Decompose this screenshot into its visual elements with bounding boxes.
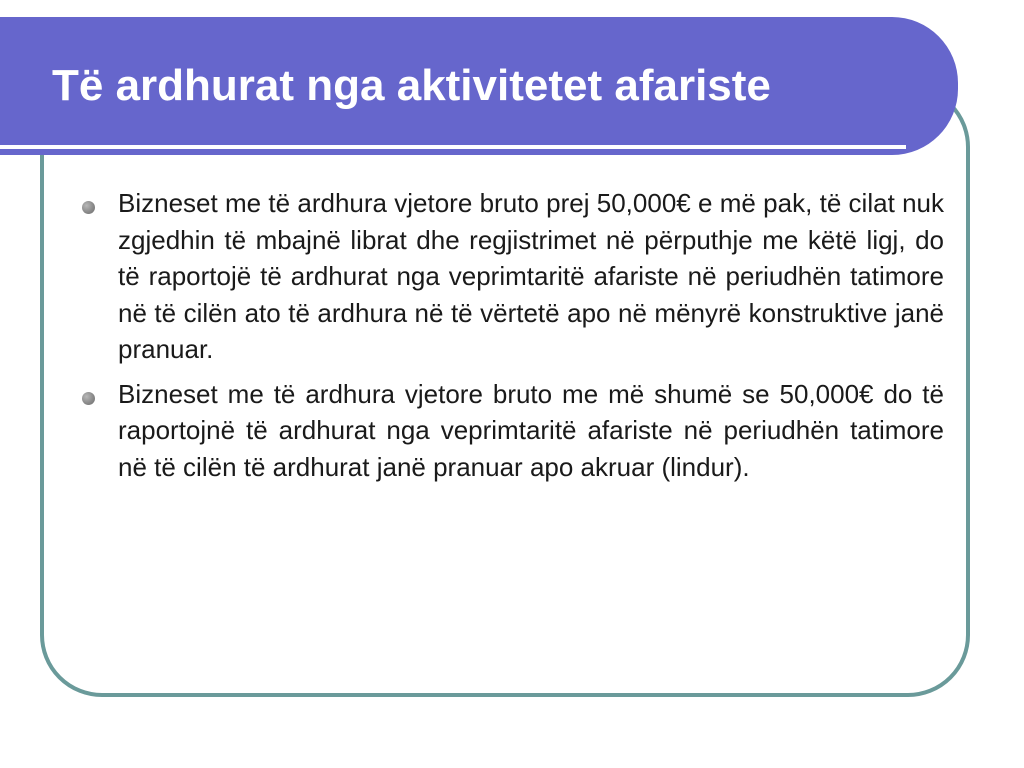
title-underline: [0, 145, 906, 149]
bullet-item: [82, 376, 944, 486]
bullet-item: [82, 185, 944, 368]
bullet-dot-icon: [82, 392, 95, 405]
bullet-text: Bizneset me të ardhura vjetore bruto prej 50,000€ e më pak, të cilat nuk zgjedhin të mbajnë librat dhe regjistrimet në përputhje me këtë ligj, do të raportojë të ardhurat nga veprimtaritë afariste në periudhën tatimore në të cilën ato të ardhura në të vërtetë apo në mënyrë konstruktive janë pranuar.: [118, 188, 944, 364]
slide-title: Të ardhurat nga aktivitetet afariste: [52, 61, 771, 110]
bullet-text: Bizneset me të ardhura vjetore bruto me më shumë se 50,000€ do të raportojnë të ardhurat nga veprimtaritë afariste në periudhën tatimore në të cilën të ardhurat janë pranuar apo akruar (lindur).: [118, 378, 944, 482]
title-band: [0, 17, 958, 155]
bullet-list: [82, 185, 944, 493]
bullet-dot-icon: [82, 201, 95, 214]
